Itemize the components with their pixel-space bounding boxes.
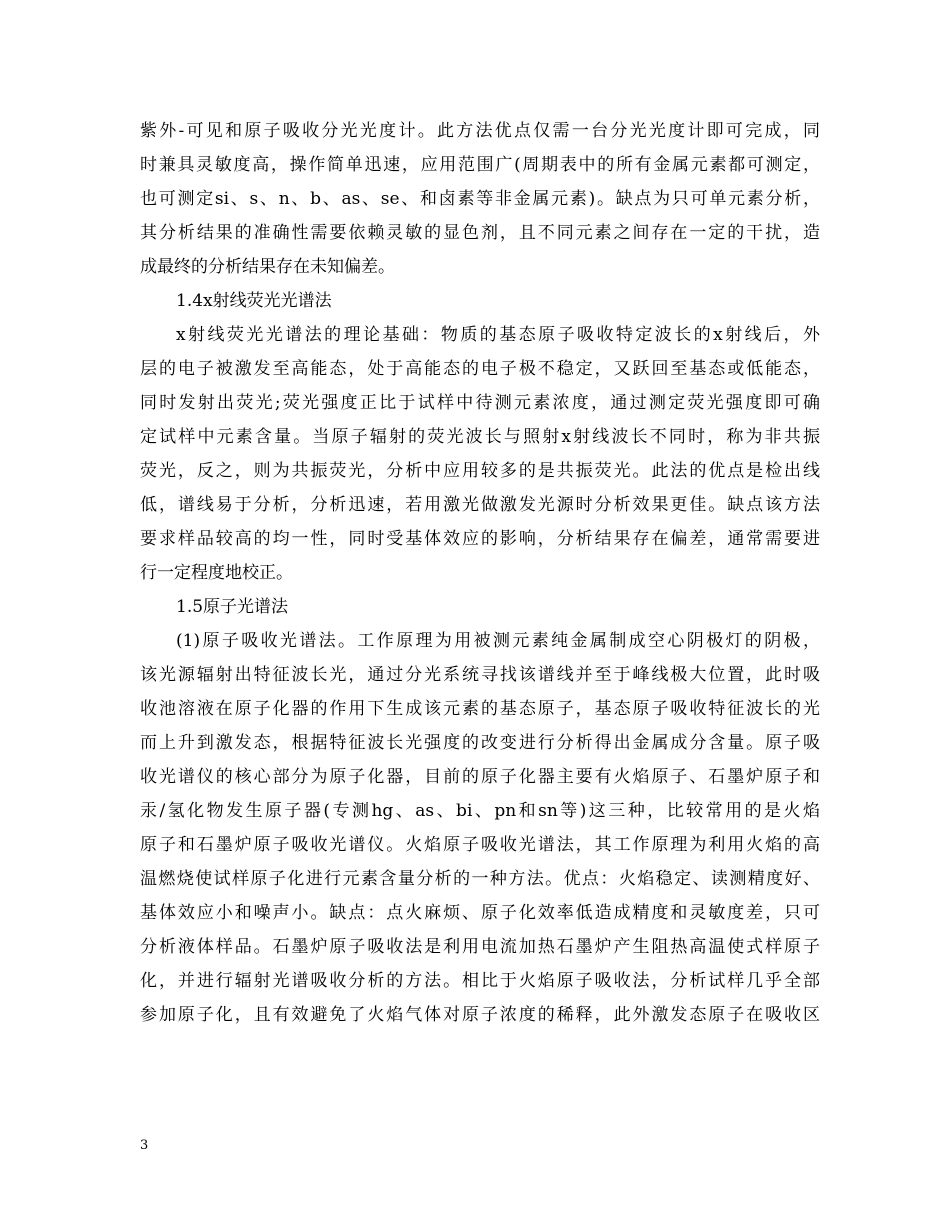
text-line: 同时发射出荧光;荧光强度正比于试样中待测元素浓度，通过测定荧光强度即可确	[140, 393, 820, 413]
text-line: 参加原子化，且有效避免了火焰气体对原子浓度的稀释，此外激发态原子在吸收区	[140, 1005, 820, 1025]
text-line: 收池溶液在原子化器的作用下生成该元素的基态原子，基态原子吸收特征波长的光	[140, 699, 820, 719]
text-line: 其分析结果的准确性需要依赖灵敏的显色剂，且不同元素之间存在一定的干扰，造	[140, 223, 820, 243]
text-line: 定试样中元素含量。当原子辐射的荧光波长与照射x射线波长不同时，称为非共振	[140, 427, 820, 447]
text-line: 层的电子被激发至高能态，处于高能态的电子极不稳定，又跃回至基态或低能态，	[140, 359, 820, 379]
text-line: 该光源辐射出特征波长光，通过分光系统寻找该谱线并至于峰线极大位置，此时吸	[140, 665, 820, 685]
section-heading-1-5: 1.5原子光谱法	[176, 597, 289, 617]
text-line: 基体效应小和噪声小。缺点：点火麻烦、原子化效率低造成精度和灵敏度差，只可	[140, 903, 820, 923]
section-heading-1-4: 1.4x射线荧光光谱法	[176, 291, 332, 311]
text-line: 而上升到激发态，根据特征波长光强度的改变进行分析得出金属成分含量。原子吸	[140, 733, 820, 753]
text-line: 时兼具灵敏度高，操作简单迅速，应用范围广(周期表中的所有金属元素都可测定，	[140, 155, 820, 175]
text-line: 行一定程度地校正。	[140, 563, 293, 583]
text-line: 化，并进行辐射光谱吸收分析的方法。相比于火焰原子吸收法，分析试样几乎全部	[140, 971, 820, 991]
text-line: 原子和石墨炉原子吸收光谱仪。火焰原子吸收光谱法，其工作原理为利用火焰的高	[140, 835, 820, 855]
text-line: x射线荧光光谱法的理论基础：物质的基态原子吸收特定波长的x射线后，外	[176, 325, 820, 345]
text-line: 汞/氢化物发生原子器(专测hg、as、bi、pn和sn等)这三种，比较常用的是火焰	[140, 801, 820, 821]
text-line: (1)原子吸收光谱法。工作原理为用被测元素纯金属制成空心阴极灯的阴极，	[176, 631, 820, 651]
text-line: 收光谱仪的核心部分为原子化器，目前的原子化器主要有火焰原子、石墨炉原子和	[140, 767, 820, 787]
text-line: 成最终的分析结果存在未知偏差。	[140, 257, 395, 277]
text-line: 也可测定si、s、n、b、as、se、和卤素等非金属元素)。缺点为只可单元素分析，	[140, 189, 820, 209]
body-text	[140, 114, 820, 1032]
text-line: 分析液体样品。石墨炉原子吸收法是利用电流加热石墨炉产生阻热高温使式样原子	[140, 937, 820, 957]
text-line: 紫外-可见和原子吸收分光光度计。此方法优点仅需一台分光光度计即可完成，同	[140, 121, 820, 141]
text-line: 要求样品较高的均一性，同时受基体效应的影响，分析结果存在偏差，通常需要进	[140, 529, 820, 549]
text-line: 荧光，反之，则为共振荧光，分析中应用较多的是共振荧光。此法的优点是检出线	[140, 461, 820, 481]
text-line: 低，谱线易于分析，分析迅速，若用激光做激发光源时分析效果更佳。缺点该方法	[140, 495, 820, 515]
page-number: 3	[140, 1138, 149, 1153]
text-line: 温燃烧使试样原子化进行元素含量分析的一种方法。优点：火焰稳定、读测精度好、	[140, 869, 820, 889]
